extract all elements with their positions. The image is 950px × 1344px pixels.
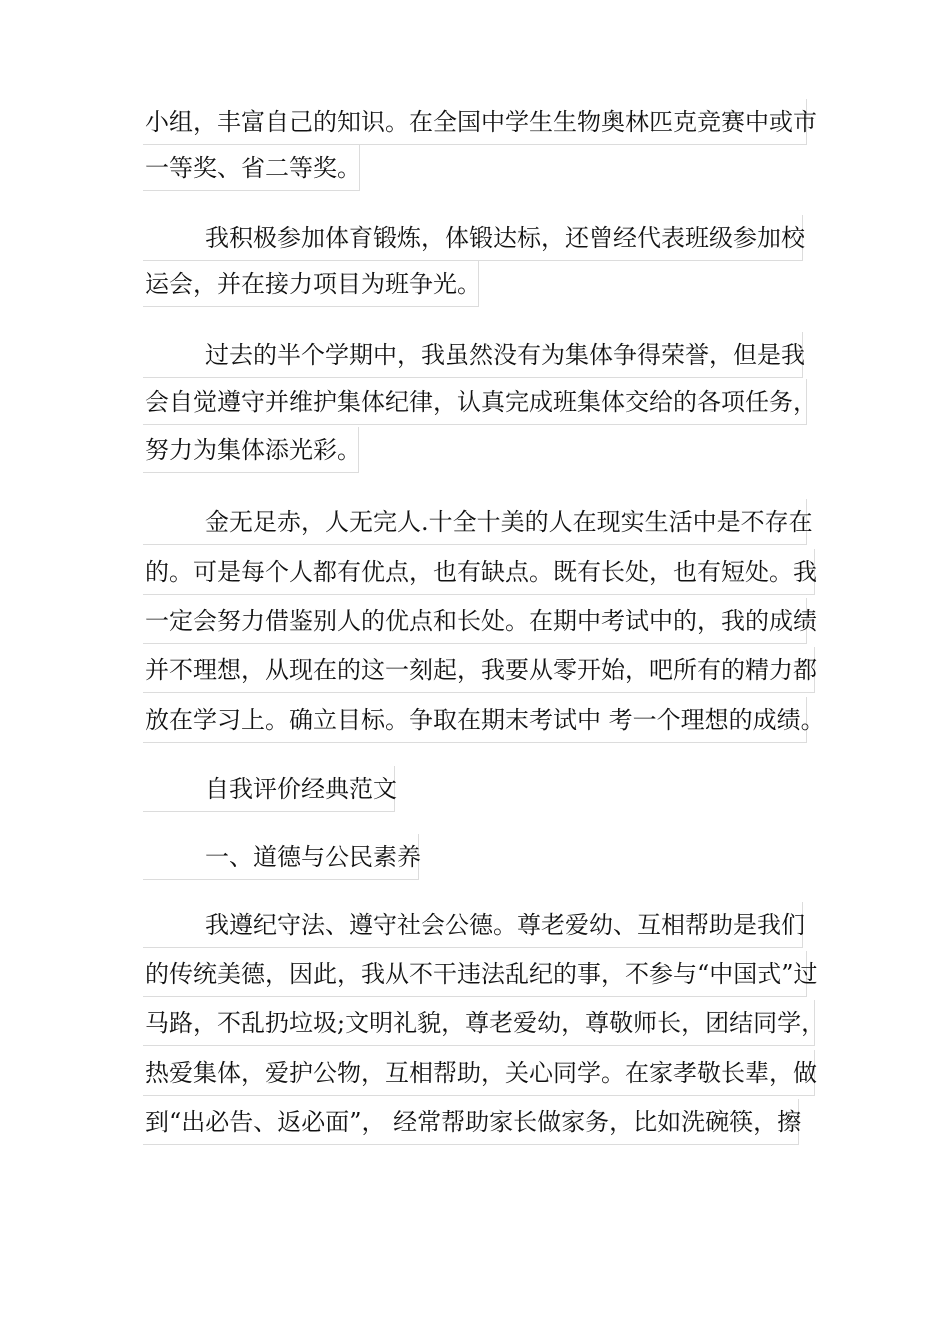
text-line: 我积极参加体育锻炼，体锻达标，还曾经代表班级参加校 (143, 215, 803, 261)
text-line: 放在学习上。确立目标。争取在期末考试中 考一个理想的成绩。 (143, 697, 807, 743)
text-line: 到“出必告、返必面”， 经常帮助家长做家务，比如洗碗筷，擦 (143, 1099, 799, 1145)
text-line: 热爱集体，爱护公物，互相帮助，关心同学。在家孝敬长辈，做 (143, 1050, 815, 1096)
text-line: 小组，丰富自己的知识。在全国中学生生物奥林匹克竞赛中或市 (143, 99, 807, 145)
text-line: 运会，并在接力项目为班争光。 (143, 261, 479, 307)
text-line: 金无足赤，人无完人.十全十美的人在现实生活中是不存在 (143, 499, 807, 545)
section-heading: 一、道德与公民素养 (143, 834, 419, 880)
text-line: 马路，不乱扔垃圾;文明礼貌，尊老爱幼，尊敬师长，团结同学， (143, 1000, 815, 1046)
text-line: 一定会努力借鉴别人的优点和长处。在期中考试中的，我的成绩 (143, 598, 807, 644)
text-line: 的。可是每个人都有优点，也有缺点。既有长处，也有短处。我 (143, 549, 815, 595)
text-line: 并不理想，从现在的这一刻起，我要从零开始，吧所有的精力都 (143, 647, 815, 693)
text-line: 会自觉遵守并维护集体纪律，认真完成班集体交给的各项任务， (143, 379, 807, 425)
text-line: 努力为集体添光彩。 (143, 427, 359, 473)
text-line: 一等奖、省二等奖。 (143, 145, 360, 191)
text-line: 我遵纪守法、遵守社会公德。尊老爱幼、互相帮助是我们 (143, 902, 803, 948)
text-line: 过去的半个学期中，我虽然没有为集体争得荣誉，但是我 (143, 332, 803, 378)
text-line: 的传统美德，因此，我从不干违法乱纪的事，不参与“中国式”过 (143, 951, 807, 997)
section-heading: 自我评价经典范文 (143, 766, 395, 812)
